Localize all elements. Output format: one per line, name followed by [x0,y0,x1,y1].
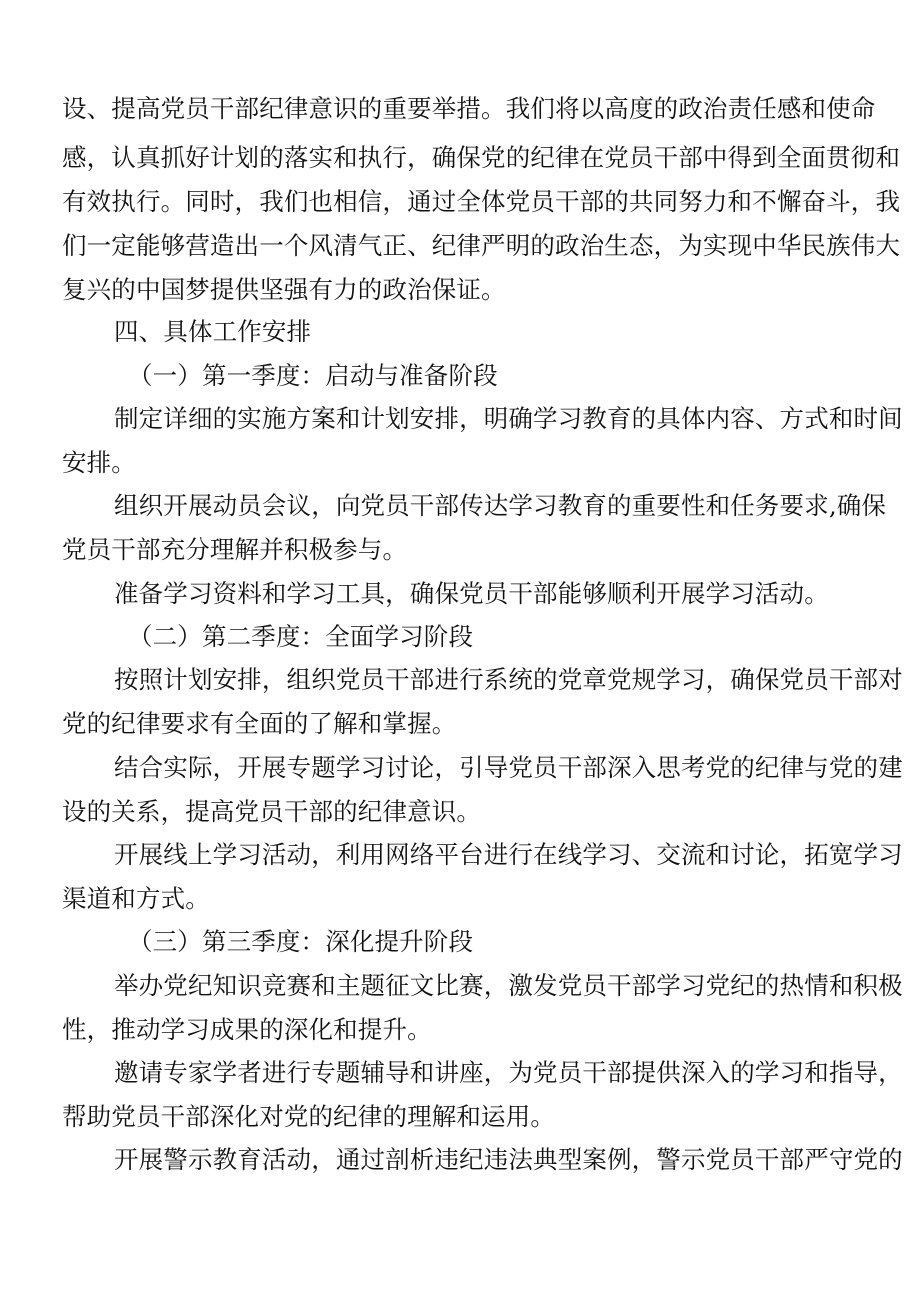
text-line: 党的纪律要求有全面的了解和掌握。 [62,709,457,738]
text-line: 渠道和方式。 [62,884,210,913]
text-line: 制定详细的实施方案和计划安排，明确学习教育的具体内容、方式和时间 [114,404,903,433]
text-line: 组织开展动员会议，向党员干部传达学习教育的重要性和任务要求,确保 [114,491,887,520]
text-line: 准备学习资料和学习工具，确保党员干部能够顺利开展学习活动。 [114,579,829,608]
text-line: 设、提高党员干部纪律意识的重要举措。我们将以高度的政治责任感和使命 [62,94,876,123]
text-line: 复兴的中国梦提供坚强有力的政治保证。 [62,275,506,304]
text-line: 开展警示教育活动，通过剖析违纪违法典型案例，警示党员干部严守党的 [114,1145,903,1174]
text-line: 邀请专家学者进行专题辅导和讲座，为党员干部提供深入的学习和指导， [114,1058,903,1087]
subsection-heading: （二）第二季度：全面学习阶段 [128,622,474,651]
subsection-heading: （一）第一季度：启动与准备阶段 [128,361,498,390]
text-line: 帮助党员干部深化对党的纪律的理解和运用。 [62,1102,555,1131]
text-line: 党员干部充分理解并积极参与。 [62,535,408,564]
text-line: 按照计划安排，组织党员干部进行系统的党章党规学习，确保党员干部对 [114,665,903,694]
subsection-heading: （三）第三季度：深化提升阶段 [128,927,474,956]
text-line: 有效执行。同时，我们也相信，通过全体党员干部的共同努力和不懈奋斗，我 [62,187,901,216]
text-line: 结合实际，开展专题学习讨论，引导党员干部深入思考党的纪律与党的建 [114,753,903,782]
section-heading: 四、具体工作安排 [114,317,312,346]
text-line: 设的关系，提高党员干部的纪律意识。 [62,797,482,826]
text-line: 感，认真抓好计划的落实和执行，确保党的纪律在党员干部中得到全面贯彻和 [62,143,901,172]
text-line: 们一定能够营造出一个风清气正、纪律严明的政治生态，为实现中华民族伟大 [62,231,901,260]
text-line: 性，推动学习成果的深化和提升。 [62,1015,432,1044]
text-line: 举办党纪知识竞赛和主题征文比赛，激发党员干部学习党纪的热情和积极 [114,971,903,1000]
text-line: 安排。 [62,448,136,477]
text-line: 开展线上学习活动，利用网络平台进行在线学习、交流和讨论，拓宽学习 [114,840,903,869]
